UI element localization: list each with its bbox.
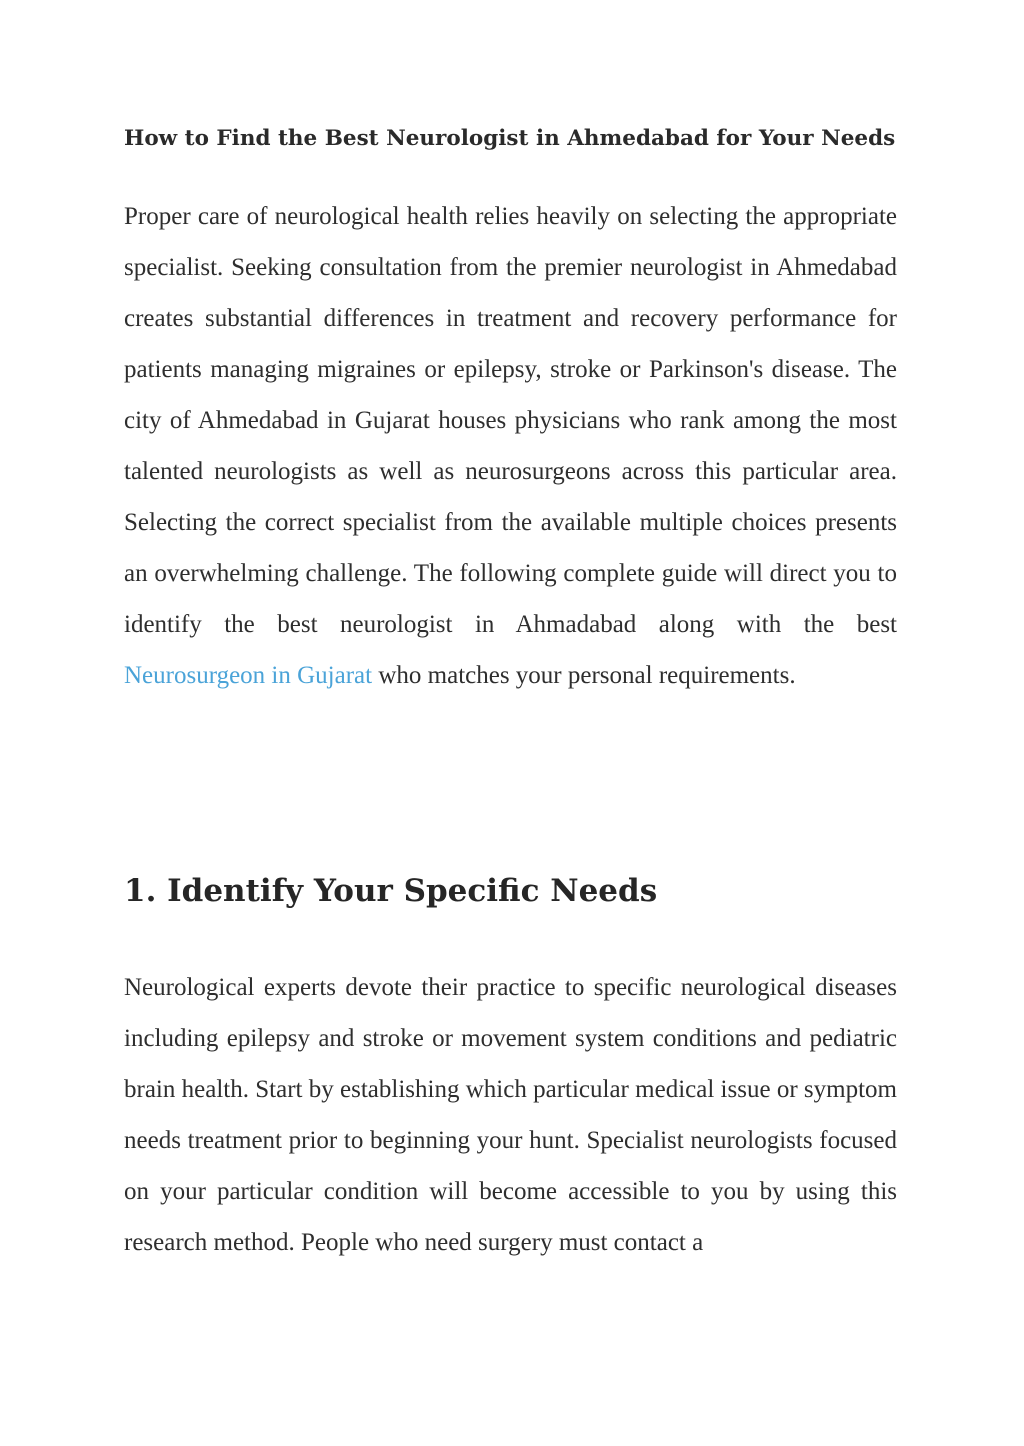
intro-text-after-link: who matches your personal requirements.	[372, 662, 796, 689]
section-heading-identify-needs: 1. Identify Your Specific Needs	[124, 873, 658, 909]
intro-text-before-link: Proper care of neurological health relies heavily on selecting the appropriate specialist. Seeking consultation from the premier neurologist in Ahmedabad creates substantial differences in treatment and recovery performance for patients managing migraines or epilepsy, stroke or Parkinson's disease. The city of Ahmedabad in Gujarat houses physicians who rank among the most talented neurologists as well as neurosurgeons across this particular area. Selecting the correct specialist from the available multiple choices presents an overwhelming challenge. The following complete guide will direct you to identify the best neurologist in Ahmadabad along with the best	[124, 203, 897, 638]
section-1-paragraph: Neurological experts devote their practice to specific neurological diseases including epilepsy and stroke or movement system conditions and pediatric brain health. Start by establishing which particular medical issue or symptom needs treatment prior to beginning your hunt. Specialist neurologists focused on your particular condition will become accessible to you by using this research method. People who need surgery must contact a	[124, 974, 897, 1256]
document-title: How to Find the Best Neurologist in Ahmedabad for Your Needs	[124, 126, 896, 151]
intro-paragraph	[124, 191, 897, 701]
neurosurgeon-gujarat-link[interactable]: Neurosurgeon in Gujarat	[124, 662, 373, 689]
